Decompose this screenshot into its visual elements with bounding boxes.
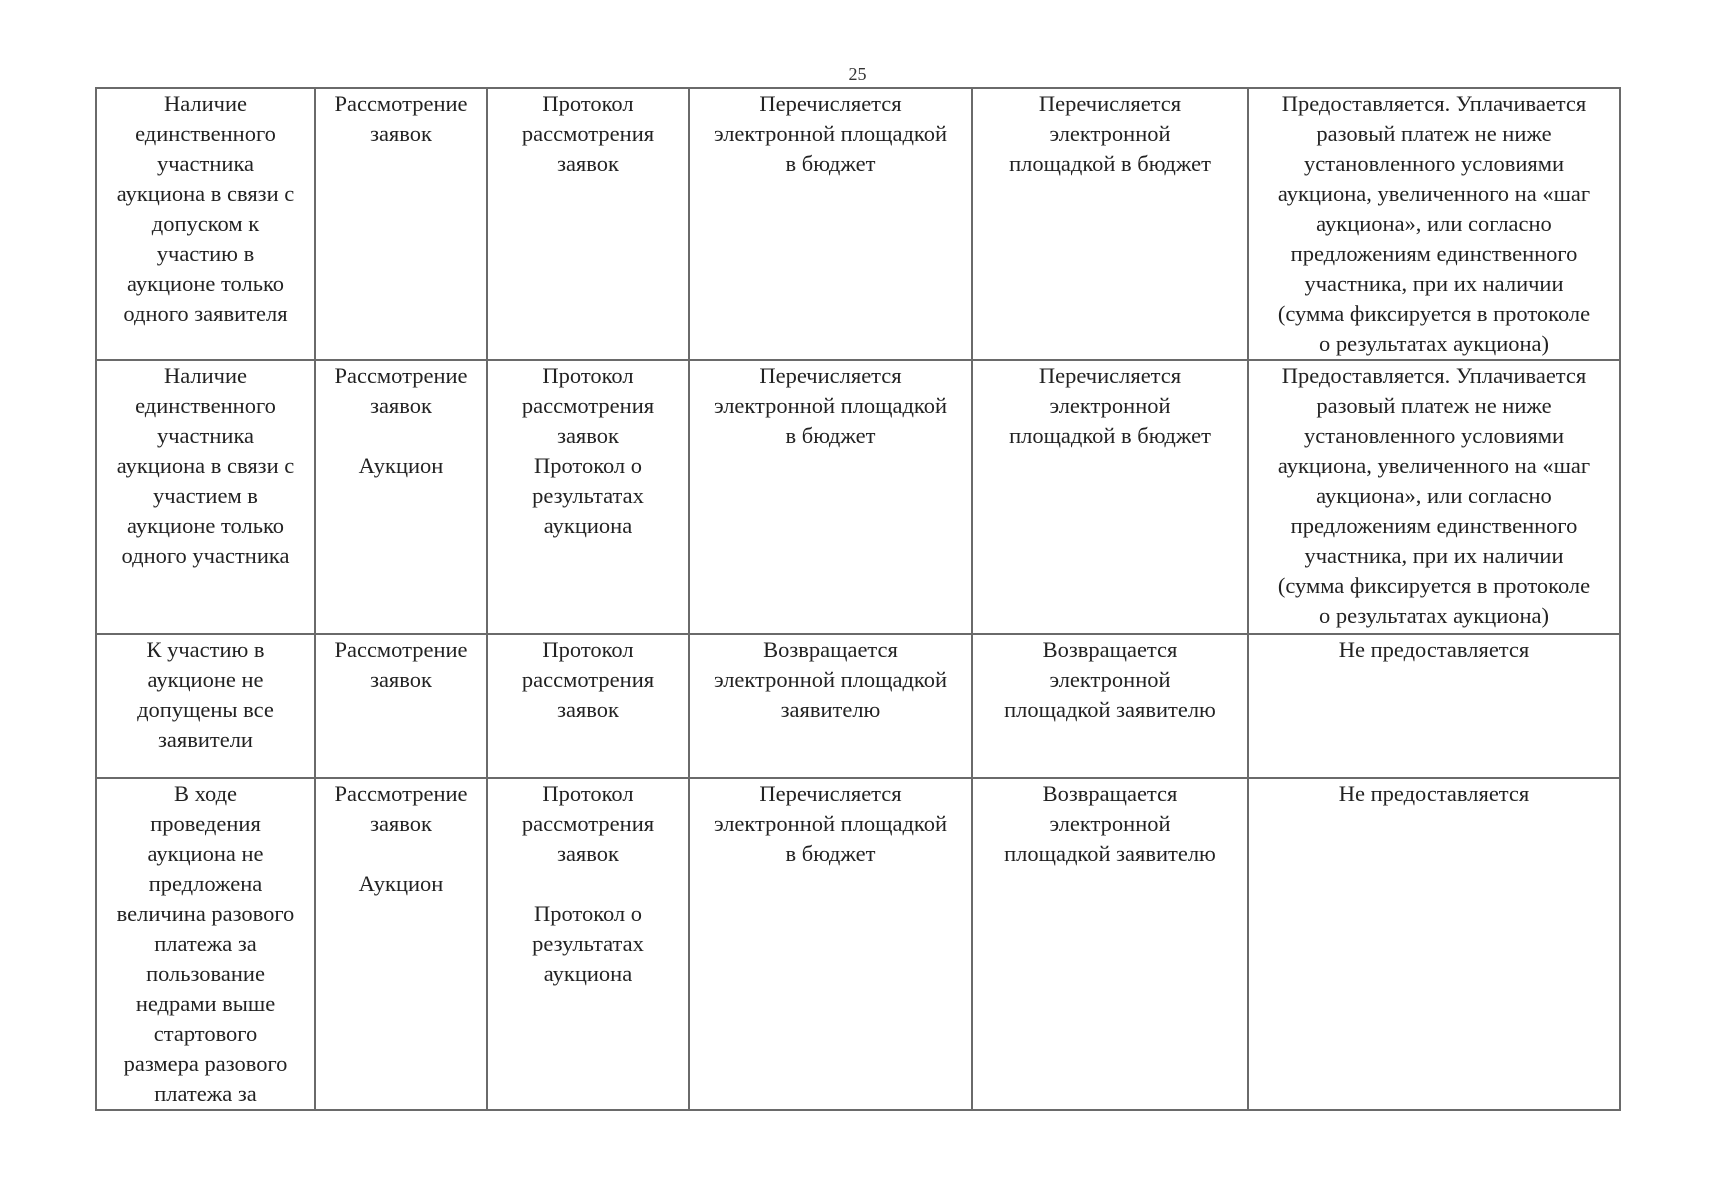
cell-text-line: предложениям единственного	[1290, 513, 1578, 538]
cell-text-line: допущены все	[137, 697, 274, 722]
cell-text-line: установленного условиями	[1303, 151, 1565, 176]
cell-text-line: участника	[156, 423, 255, 448]
cell-text-line: В ходе	[173, 781, 238, 806]
cell-text-line: заявок	[370, 811, 432, 836]
cell-text-line: установленного условиями	[1303, 423, 1565, 448]
table-cell-document	[487, 88, 689, 360]
table-row	[96, 360, 1620, 634]
table-cell-deposit-platform	[689, 778, 972, 1110]
cell-text-line: Наличие	[163, 363, 248, 388]
cell-text-line: единственного	[135, 393, 276, 418]
cell-text-line: аукционе только	[126, 513, 285, 538]
table-cell-document	[487, 778, 689, 1110]
cell-text-line: электронной	[1049, 811, 1171, 836]
cell-text-line: предложениям единственного	[1290, 241, 1578, 266]
cell-text-line: аукциона», или согласно	[1316, 483, 1552, 508]
table-cell-condition	[96, 634, 315, 778]
cell-text-line: площадкой в бюджет	[1009, 151, 1211, 176]
table-cell-license	[1248, 360, 1620, 634]
cell-text-line: Возвращается	[1042, 781, 1178, 806]
cell-text-line: Аукцион	[358, 453, 444, 478]
cell-text-line: аукциона», или согласно	[1316, 211, 1552, 236]
cell-text-line: Протокол	[542, 637, 634, 662]
table-cell-stage	[315, 88, 487, 360]
cell-text-line: Рассмотрение	[334, 781, 468, 806]
table-cell-deposit-platform	[689, 634, 972, 778]
cell-text-line: платежа за	[154, 931, 257, 956]
cell-text-line: Предоставляется. Уплачивается	[1281, 363, 1587, 388]
table-cell-condition	[96, 88, 315, 360]
cell-text-line: Протокол о	[533, 901, 643, 926]
cell-text-line: площадкой заявителю	[1004, 841, 1216, 866]
cell-text-line: Предоставляется. Уплачивается	[1281, 91, 1587, 116]
cell-text-line: размера разового	[123, 1051, 288, 1076]
cell-text-line: аукциона	[543, 513, 633, 538]
cell-text-line: участника, при их наличии	[1304, 543, 1564, 568]
cell-text-line: результатах	[532, 931, 644, 956]
cell-text-line: Протокол о	[533, 453, 643, 478]
cell-text-line: в бюджет	[785, 841, 876, 866]
cell-gap	[320, 839, 482, 869]
table-body	[96, 88, 1620, 1110]
cell-text-line: пользование	[146, 961, 265, 986]
page-number: 25	[848, 64, 867, 84]
cell-text-line: аукционе не	[147, 667, 264, 692]
cell-text-line: заявок	[370, 667, 432, 692]
cell-text-line: в бюджет	[785, 423, 876, 448]
cell-text-line: электронной площадкой	[713, 811, 948, 836]
cell-text-line: рассмотрения	[521, 667, 655, 692]
cell-text-line: Протокол	[542, 91, 634, 116]
cell-text-line: рассмотрения	[521, 121, 655, 146]
cell-text-line: аукциона не	[147, 841, 264, 866]
table-cell-document	[487, 634, 689, 778]
cell-text-line: заявок	[557, 151, 619, 176]
cell-text-line: Протокол	[542, 781, 634, 806]
table-cell-deposit-platform	[689, 88, 972, 360]
table-cell-stage	[315, 778, 487, 1110]
cell-text-line: электронной площадкой	[713, 393, 948, 418]
cell-text-line: аукциона, увеличенного на «шаг	[1277, 453, 1591, 478]
cell-text-line: рассмотрения	[521, 393, 655, 418]
table-cell-document	[487, 360, 689, 634]
cell-text-line: Не предоставляется	[1338, 781, 1530, 806]
cell-text-line: Рассмотрение	[334, 363, 468, 388]
table-cell-condition	[96, 360, 315, 634]
cell-text-line: участием в	[153, 483, 258, 508]
cell-gap	[320, 421, 482, 451]
cell-text-line: заявители	[158, 727, 253, 752]
cell-text-line: участию в	[156, 241, 255, 266]
cell-text-line: разовый платеж не ниже	[1316, 121, 1552, 146]
cell-text-line: Не предоставляется	[1338, 637, 1530, 662]
cell-text-line: заявок	[557, 697, 619, 722]
cell-text-line: предложена	[148, 871, 263, 896]
cell-text-line: электронной	[1049, 121, 1171, 146]
cell-text-line: о результатах аукциона)	[1318, 331, 1550, 356]
cell-text-line: Перечисляется	[759, 91, 902, 116]
cell-text-line: заявок	[370, 121, 432, 146]
table-cell-license	[1248, 778, 1620, 1110]
table-cell-stage	[315, 360, 487, 634]
cell-text-line: Перечисляется	[759, 363, 902, 388]
cell-text-line: величина разового	[116, 901, 295, 926]
cell-text-line: аукциона	[543, 961, 633, 986]
cell-text-line: Возвращается	[1042, 637, 1178, 662]
cell-text-line: единственного	[135, 121, 276, 146]
cell-text-line: аукционе только	[126, 271, 285, 296]
cell-text-line: Перечисляется	[1038, 91, 1182, 116]
cell-text-line: аукциона в связи с	[116, 181, 295, 206]
table-cell-stage	[315, 634, 487, 778]
cell-text-line: одного участника	[121, 543, 290, 568]
table-cell-deposit-applicant	[972, 634, 1248, 778]
table-cell-license	[1248, 634, 1620, 778]
cell-text-line: разовый платеж не ниже	[1316, 393, 1552, 418]
cell-text-line: рассмотрения	[521, 811, 655, 836]
cell-text-line: аукциона, увеличенного на «шаг	[1277, 181, 1591, 206]
cell-text-line: заявок	[557, 423, 619, 448]
table-cell-license	[1248, 88, 1620, 360]
cell-text-line: одного заявителя	[123, 301, 288, 326]
cell-text-line: о результатах аукциона)	[1318, 603, 1550, 628]
cell-text-line: Наличие	[163, 91, 248, 116]
cell-text-line: Аукцион	[358, 871, 444, 896]
cell-text-line: недрами выше	[135, 991, 276, 1016]
table-row	[96, 88, 1620, 360]
cell-text-line: Перечисляется	[1038, 363, 1182, 388]
cell-text-line: заявителю	[780, 697, 881, 722]
cell-text-line: в бюджет	[785, 151, 876, 176]
table-cell-deposit-platform	[689, 360, 972, 634]
table-cell-deposit-applicant	[972, 360, 1248, 634]
cell-text-line: Протокол	[542, 363, 634, 388]
table-row	[96, 778, 1620, 1110]
cell-text-line: Рассмотрение	[334, 637, 468, 662]
cell-text-line: участника	[156, 151, 255, 176]
cell-text-line: платежа за	[154, 1081, 257, 1106]
table-cell-deposit-applicant	[972, 88, 1248, 360]
cell-text-line: результатах	[532, 483, 644, 508]
table-row	[96, 634, 1620, 778]
cell-text-line: Возвращается	[763, 637, 898, 662]
cell-text-line: Рассмотрение	[334, 91, 468, 116]
cell-text-line: (сумма фиксируется в протоколе	[1277, 301, 1591, 326]
cell-text-line: аукциона в связи с	[116, 453, 295, 478]
cell-text-line: площадкой в бюджет	[1009, 423, 1211, 448]
cell-text-line: допуском к	[151, 211, 260, 236]
cell-text-line: участника, при их наличии	[1304, 271, 1564, 296]
cell-text-line: электронной	[1049, 667, 1171, 692]
cell-text-line: площадкой заявителю	[1004, 697, 1216, 722]
cell-text-line: заявок	[557, 841, 619, 866]
cell-text-line: К участию в	[146, 637, 265, 662]
cell-text-line: (сумма фиксируется в протоколе	[1277, 573, 1591, 598]
auction-results-table	[95, 87, 1621, 1111]
table-cell-condition	[96, 778, 315, 1110]
cell-text-line: электронной площадкой	[713, 121, 948, 146]
cell-text-line: проведения	[150, 811, 261, 836]
cell-text-line: электронной площадкой	[713, 667, 948, 692]
cell-text-line: стартового	[153, 1021, 258, 1046]
cell-text-line: заявок	[370, 393, 432, 418]
cell-text-line: Перечисляется	[759, 781, 902, 806]
cell-text-line: электронной	[1049, 393, 1171, 418]
cell-gap	[492, 869, 684, 899]
table-cell-deposit-applicant	[972, 778, 1248, 1110]
